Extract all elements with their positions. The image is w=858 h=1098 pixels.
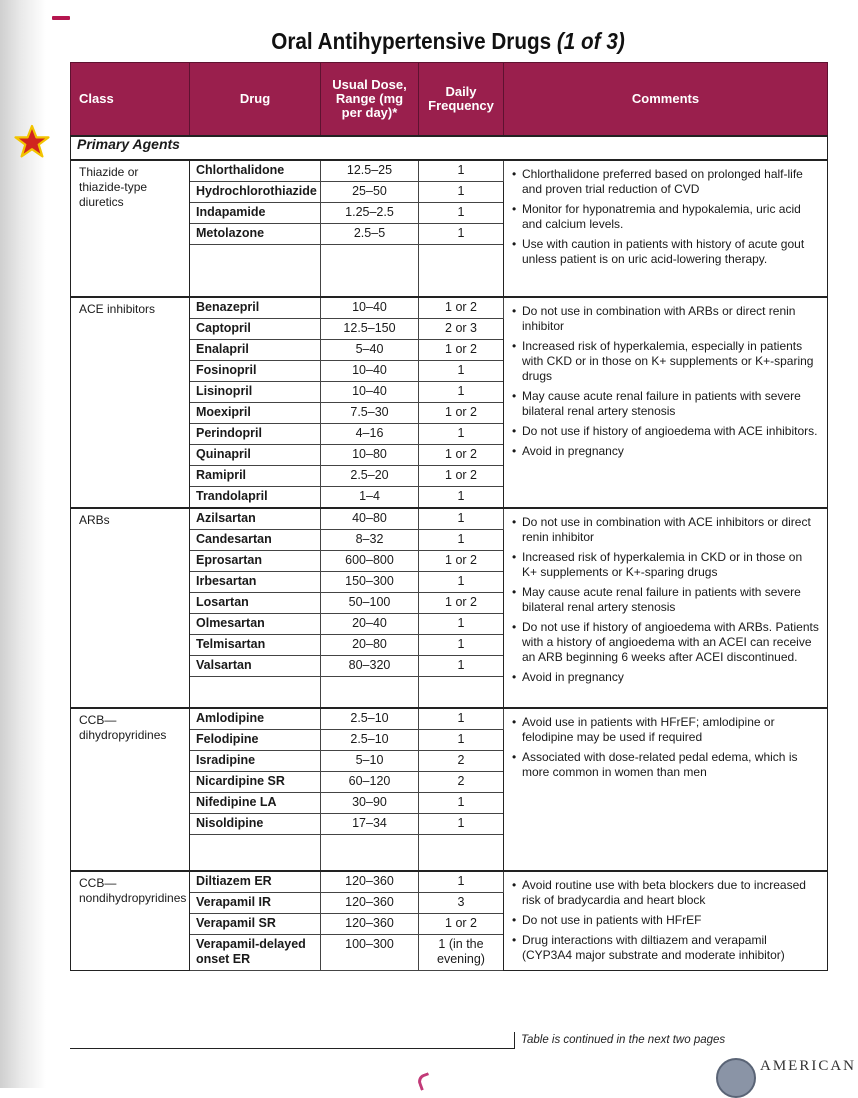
drug-name-cell: Azilsartan xyxy=(190,508,321,530)
comment-item: • Avoid use in patients with HFrEF; amlodipine or felodipine may be used if required xyxy=(512,715,819,745)
daily-frequency-cell: 1 xyxy=(419,486,504,508)
comments-cell xyxy=(504,297,828,508)
comments-list xyxy=(512,878,819,963)
dose-range-cell: 17–34 xyxy=(321,814,419,835)
table-row xyxy=(71,160,828,182)
annotation-mark xyxy=(52,16,70,20)
drug-name-cell: Indapamide xyxy=(190,203,321,224)
comment-item: • Increased risk of hyperkalemia, especially in patients with CKD or in those on K+ supplements or K+-sparing drugs xyxy=(512,339,819,384)
daily-frequency-cell: 1 xyxy=(419,529,504,550)
drug-name-cell: Amlodipine xyxy=(190,708,321,730)
comment-item: • May cause acute renal failure in patients with severe bilateral renal artery stenosis xyxy=(512,585,819,615)
comment-item: • Do not use in combination with ARBs or direct renin inhibitor xyxy=(512,304,819,334)
daily-frequency-cell: 1 xyxy=(419,814,504,835)
drug-name-cell: Telmisartan xyxy=(190,634,321,655)
drug-class-cell: ACE inhibitors xyxy=(71,297,190,508)
comment-item: • Do not use in combination with ACE inhibitors or direct renin inhibitor xyxy=(512,515,819,545)
dose-range-cell: 30–90 xyxy=(321,793,419,814)
daily-frequency-cell: 1 xyxy=(419,423,504,444)
drug-name-cell: Benazepril xyxy=(190,297,321,319)
comment-item: • Do not use in patients with HFrEF xyxy=(512,913,819,928)
header-dose: Usual Dose, Range (mg per day)* xyxy=(321,63,419,137)
section-label: Primary Agents xyxy=(71,136,828,160)
empty-cell xyxy=(321,676,419,708)
daily-frequency-cell: 1 or 2 xyxy=(419,402,504,423)
daily-frequency-cell: 1 or 2 xyxy=(419,297,504,319)
drug-name-cell: Diltiazem ER xyxy=(190,871,321,893)
drug-name-cell: Ramipril xyxy=(190,465,321,486)
daily-frequency-cell: 1 or 2 xyxy=(419,465,504,486)
comment-item: • Do not use if history of angioedema with ARBs. Patients with a history of angioedema with an ACEI can receive an ARB beginning 6 weeks after ACEI discontinued. xyxy=(512,620,819,665)
daily-frequency-cell: 1 xyxy=(419,203,504,224)
comments-cell xyxy=(504,508,828,709)
drug-name-cell: Chlorthalidone xyxy=(190,160,321,182)
daily-frequency-cell: 1 or 2 xyxy=(419,550,504,571)
drug-name-cell: Valsartan xyxy=(190,655,321,676)
table-row xyxy=(71,297,828,319)
comment-item: • Avoid in pregnancy xyxy=(512,444,819,459)
dose-range-cell: 2.5–10 xyxy=(321,708,419,730)
daily-frequency-cell: 1 xyxy=(419,730,504,751)
dose-range-cell: 7.5–30 xyxy=(321,402,419,423)
seal-logo-icon xyxy=(716,1058,756,1098)
page-edge-shadow xyxy=(0,0,46,1088)
drug-class-cell: CCB—nondihydropyridines xyxy=(71,871,190,971)
daily-frequency-cell: 1 xyxy=(419,381,504,402)
dose-range-cell: 12.5–25 xyxy=(321,160,419,182)
comments-list xyxy=(512,715,819,780)
comments-list xyxy=(512,167,819,267)
dose-range-cell: 120–360 xyxy=(321,913,419,934)
drug-name-cell: Nifedipine LA xyxy=(190,793,321,814)
comment-item: • Increased risk of hyperkalemia in CKD or in those on K+ supplements or K+-sparing drugs xyxy=(512,550,819,580)
comments-list xyxy=(512,304,819,459)
dose-range-cell: 1–4 xyxy=(321,486,419,508)
empty-cell xyxy=(190,245,321,297)
dose-range-cell: 40–80 xyxy=(321,508,419,530)
title-part: (1 of 3) xyxy=(556,28,625,54)
daily-frequency-cell: 1 xyxy=(419,160,504,182)
star-icon xyxy=(14,124,50,160)
drug-table xyxy=(70,62,828,971)
daily-frequency-cell: 1 xyxy=(419,655,504,676)
daily-frequency-cell: 1 xyxy=(419,871,504,893)
daily-frequency-cell: 1 xyxy=(419,634,504,655)
dose-range-cell: 25–50 xyxy=(321,182,419,203)
daily-frequency-cell: 1 xyxy=(419,360,504,381)
comment-item: • Associated with dose-related pedal edema, which is more common in women than men xyxy=(512,750,819,780)
drug-name-cell: Verapamil-delayed onset ER xyxy=(190,934,321,970)
drug-name-cell: Verapamil IR xyxy=(190,892,321,913)
drug-name-cell: Trandolapril xyxy=(190,486,321,508)
drug-name-cell: Perindopril xyxy=(190,423,321,444)
dose-range-cell: 10–40 xyxy=(321,381,419,402)
dose-range-cell: 20–40 xyxy=(321,613,419,634)
dose-range-cell: 20–80 xyxy=(321,634,419,655)
dose-range-cell: 12.5–150 xyxy=(321,318,419,339)
section-row xyxy=(71,136,828,160)
comments-cell xyxy=(504,160,828,297)
drug-name-cell: Lisinopril xyxy=(190,381,321,402)
comment-item: • Do not use if history of angioedema with ACE inhibitors. xyxy=(512,424,819,439)
dose-range-cell: 10–40 xyxy=(321,360,419,381)
drug-class-cell: CCB—dihydropyridines xyxy=(71,708,190,871)
drug-name-cell: Hydrochlorothiazide xyxy=(190,182,321,203)
dose-range-cell: 100–300 xyxy=(321,934,419,970)
comment-item: • Use with caution in patients with history of acute gout unless patient is on uric acid-lowering therapy. xyxy=(512,237,819,267)
dose-range-cell: 8–32 xyxy=(321,529,419,550)
dose-range-cell: 4–16 xyxy=(321,423,419,444)
empty-cell xyxy=(419,835,504,871)
daily-frequency-cell: 2 xyxy=(419,751,504,772)
drug-class-cell: Thiazide or thiazide-type diuretics xyxy=(71,160,190,297)
daily-frequency-cell: 1 xyxy=(419,571,504,592)
drug-name-cell: Losartan xyxy=(190,592,321,613)
comment-item: • Avoid routine use with beta blockers due to increased risk of bradycardia and heart block xyxy=(512,878,819,908)
drug-name-cell: Metolazone xyxy=(190,224,321,245)
empty-cell xyxy=(419,245,504,297)
daily-frequency-cell: 1 xyxy=(419,613,504,634)
empty-cell xyxy=(321,835,419,871)
dose-range-cell: 1.25–2.5 xyxy=(321,203,419,224)
footer-logo-text: AMERICAN xyxy=(760,1058,857,1074)
table-bottom-border xyxy=(70,1048,515,1049)
drug-name-cell: Felodipine xyxy=(190,730,321,751)
empty-cell xyxy=(190,835,321,871)
dose-range-cell: 2.5–10 xyxy=(321,730,419,751)
drug-name-cell: Captopril xyxy=(190,318,321,339)
comments-cell xyxy=(504,871,828,971)
dose-range-cell: 80–320 xyxy=(321,655,419,676)
dose-range-cell: 120–360 xyxy=(321,871,419,893)
comment-item: • Drug interactions with diltiazem and verapamil (CYP3A4 major substrate and moderate inhibitor) xyxy=(512,933,819,963)
dose-range-cell: 600–800 xyxy=(321,550,419,571)
empty-cell xyxy=(190,676,321,708)
daily-frequency-cell: 1 or 2 xyxy=(419,339,504,360)
drug-name-cell: Nicardipine SR xyxy=(190,772,321,793)
header-class: Class xyxy=(71,63,190,137)
dose-range-cell: 150–300 xyxy=(321,571,419,592)
daily-frequency-cell: 1 or 2 xyxy=(419,592,504,613)
daily-frequency-cell: 1 xyxy=(419,224,504,245)
comments-list xyxy=(512,515,819,685)
daily-frequency-cell: 2 xyxy=(419,772,504,793)
drug-name-cell: Isradipine xyxy=(190,751,321,772)
drug-name-cell: Moexipril xyxy=(190,402,321,423)
drug-name-cell: Irbesartan xyxy=(190,571,321,592)
empty-cell xyxy=(419,676,504,708)
daily-frequency-cell: 1 xyxy=(419,182,504,203)
continued-note: Table is continued in the next two pages xyxy=(514,1032,826,1048)
comment-item: • Chlorthalidone preferred based on prolonged half-life and proven trial reduction of CVD xyxy=(512,167,819,197)
drug-class-cell: ARBs xyxy=(71,508,190,709)
drug-name-cell: Quinapril xyxy=(190,444,321,465)
header-frequency: Daily Frequency xyxy=(419,63,504,137)
dose-range-cell: 5–40 xyxy=(321,339,419,360)
header-comments: Comments xyxy=(504,63,828,137)
table-row xyxy=(71,508,828,530)
dose-range-cell: 120–360 xyxy=(321,892,419,913)
dose-range-cell: 10–80 xyxy=(321,444,419,465)
daily-frequency-cell: 1 xyxy=(419,508,504,530)
daily-frequency-cell: 2 or 3 xyxy=(419,318,504,339)
daily-frequency-cell: 1 or 2 xyxy=(419,913,504,934)
comments-cell xyxy=(504,708,828,871)
dose-range-cell: 50–100 xyxy=(321,592,419,613)
drug-name-cell: Eprosartan xyxy=(190,550,321,571)
drug-name-cell: Candesartan xyxy=(190,529,321,550)
comment-item: • Avoid in pregnancy xyxy=(512,670,819,685)
dose-range-cell: 60–120 xyxy=(321,772,419,793)
table-header-row xyxy=(71,63,828,137)
dose-range-cell: 5–10 xyxy=(321,751,419,772)
drug-name-cell: Enalapril xyxy=(190,339,321,360)
header-drug: Drug xyxy=(190,63,321,137)
table-body xyxy=(71,136,828,970)
dose-range-cell: 10–40 xyxy=(321,297,419,319)
daily-frequency-cell: 3 xyxy=(419,892,504,913)
dose-range-cell: 2.5–20 xyxy=(321,465,419,486)
drug-name-cell: Olmesartan xyxy=(190,613,321,634)
dose-range-cell: 2.5–5 xyxy=(321,224,419,245)
page-title xyxy=(108,28,788,55)
table-row xyxy=(71,871,828,893)
daily-frequency-cell: 1 (in the evening) xyxy=(419,934,504,970)
drug-name-cell: Fosinopril xyxy=(190,360,321,381)
drug-name-cell: Nisoldipine xyxy=(190,814,321,835)
daily-frequency-cell: 1 or 2 xyxy=(419,444,504,465)
title-text: Oral Antihypertensive Drugs xyxy=(271,28,552,54)
comment-item: • Monitor for hyponatremia and hypokalemia, uric acid and calcium levels. xyxy=(512,202,819,232)
drug-name-cell: Verapamil SR xyxy=(190,913,321,934)
daily-frequency-cell: 1 xyxy=(419,708,504,730)
empty-cell xyxy=(321,245,419,297)
table-row xyxy=(71,708,828,730)
daily-frequency-cell: 1 xyxy=(419,793,504,814)
comment-item: • May cause acute renal failure in patients with severe bilateral renal artery stenosis xyxy=(512,389,819,419)
